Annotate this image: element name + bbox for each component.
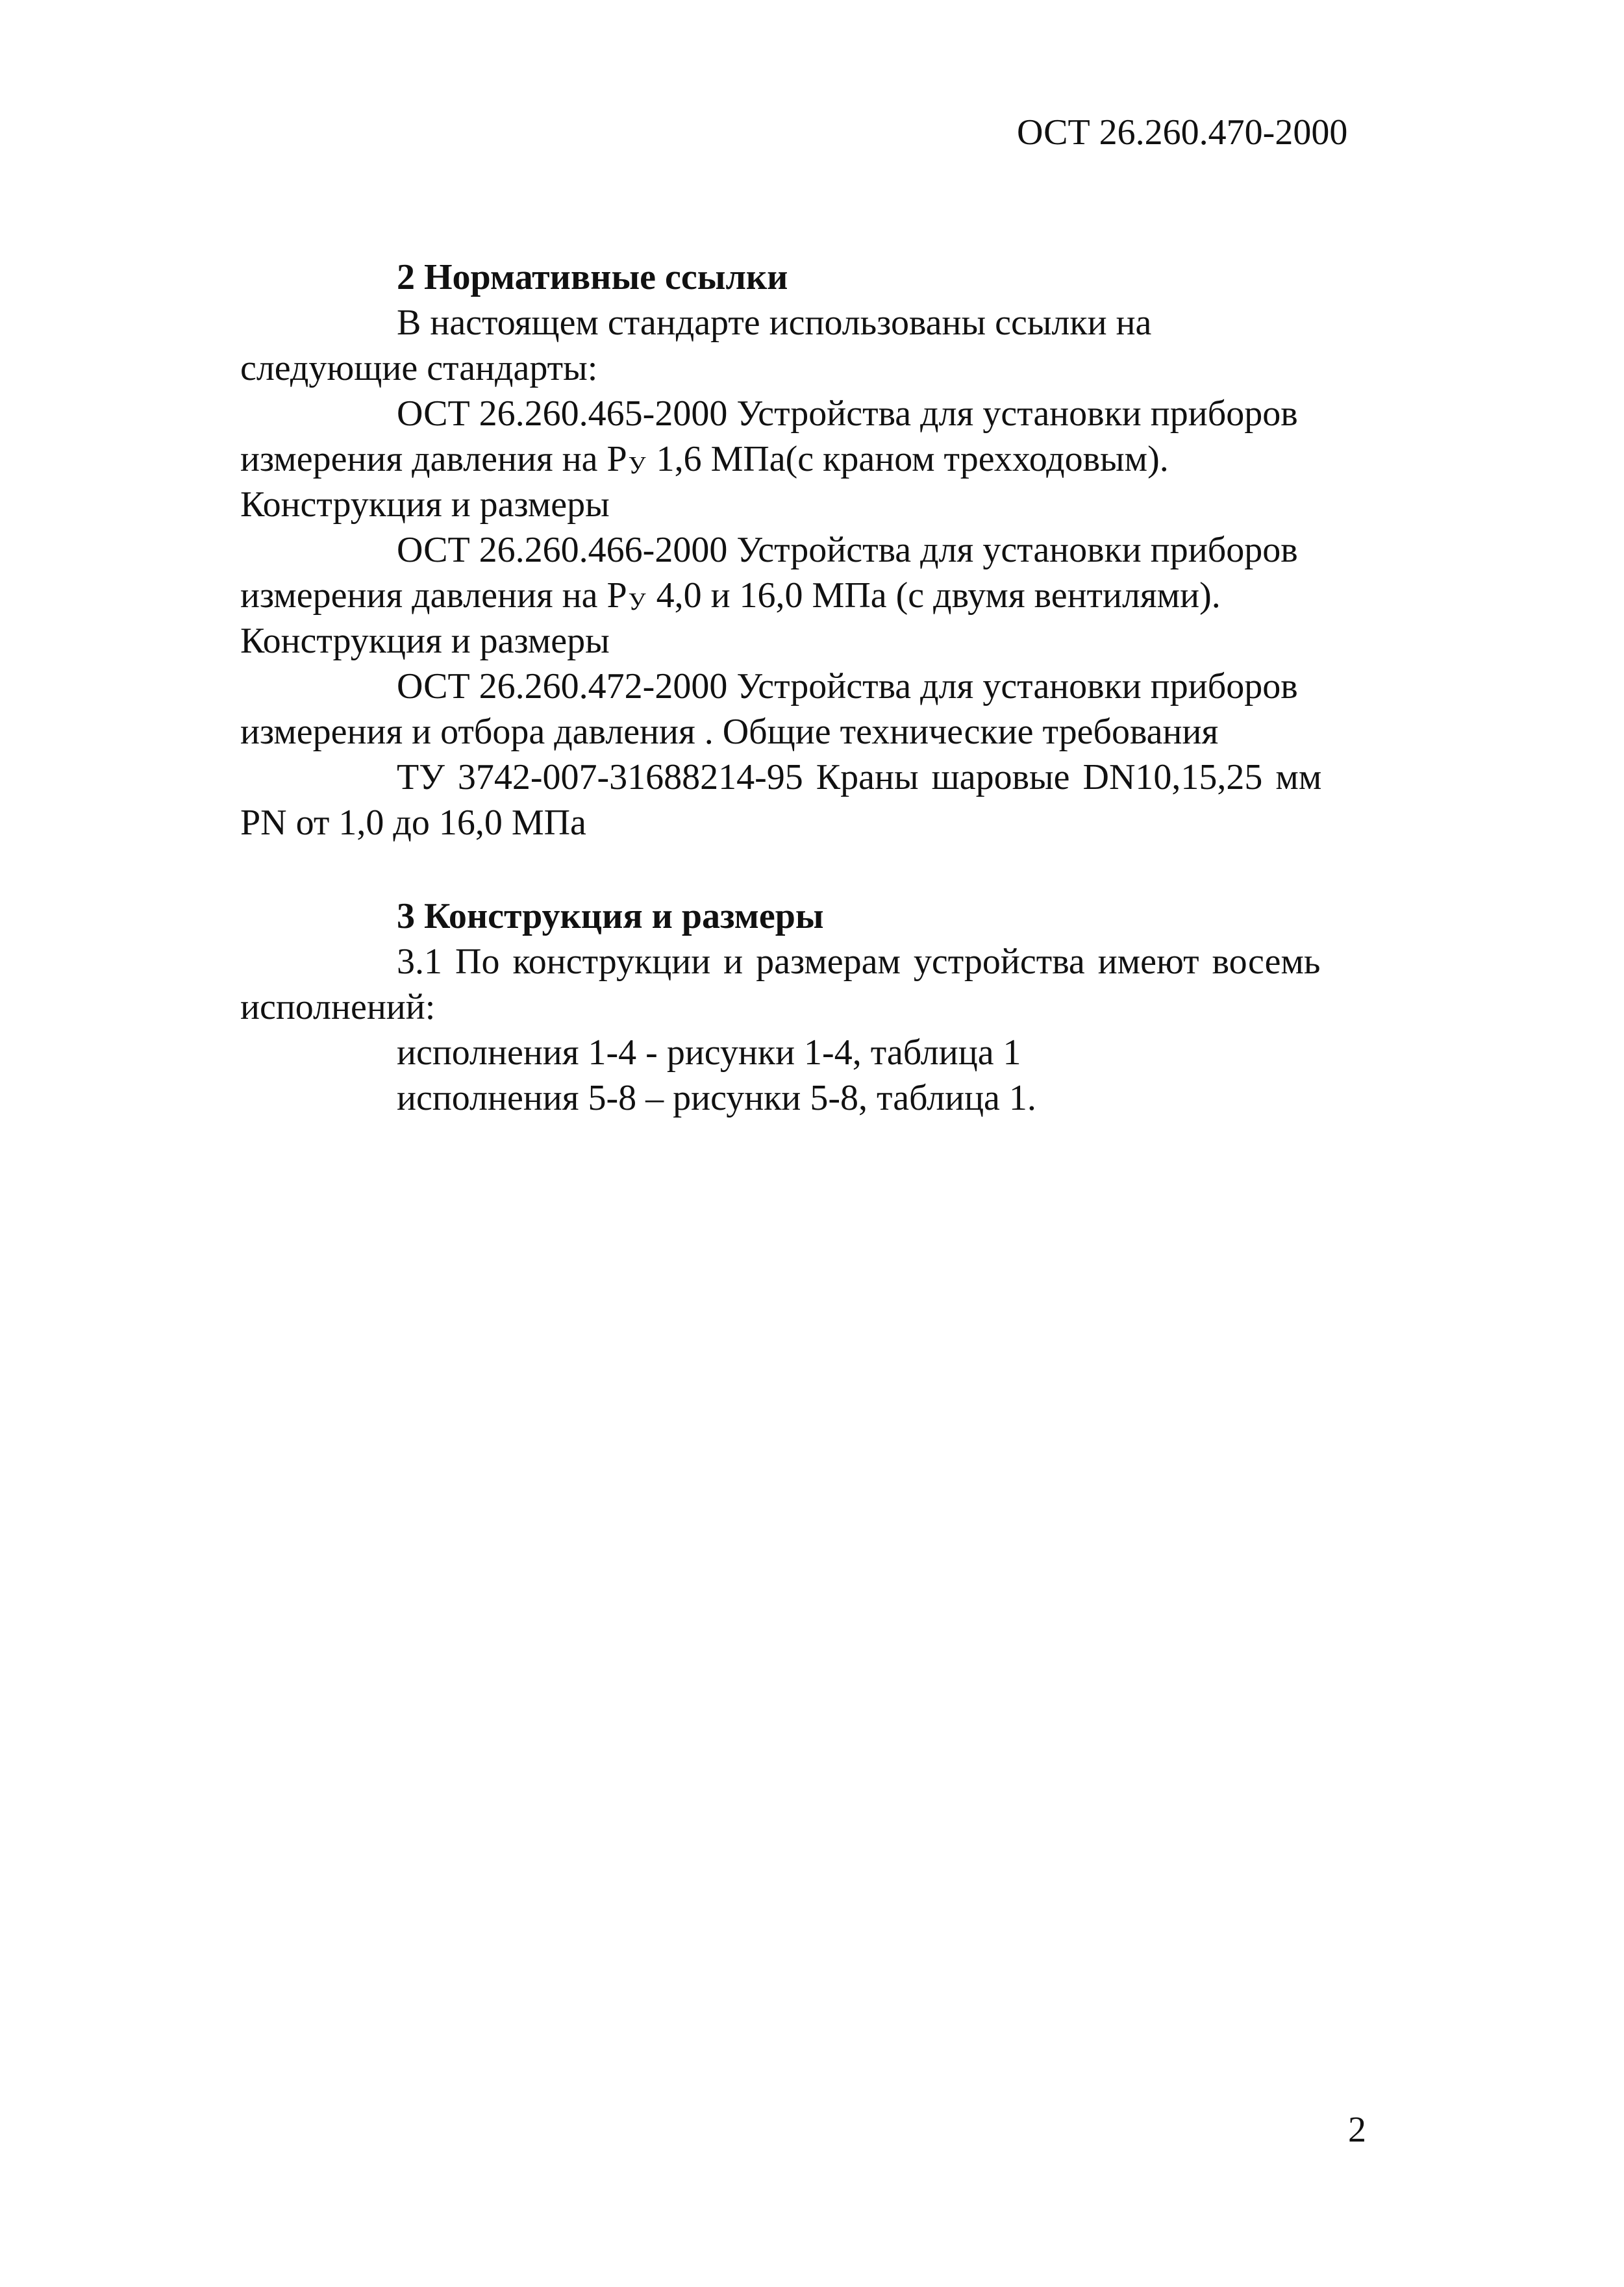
reference-2-line-2 [240,573,1383,618]
section-2-heading: 2 Нормативные ссылки [397,257,788,297]
reference-4-line-1: ТУ 3742-007-31688214-95 Краны шаровые DN10,15,25 мм [397,757,1322,797]
reference-3-line-1: ОСТ 26.260.472-2000 Устройства для установки приборов [397,666,1298,706]
section-3-item-1: исполнения 1-4 - рисунки 1-4, таблица 1 [397,1032,1021,1073]
reference-1-line-1: ОСТ 26.260.465-2000 Устройства для установки приборов [397,394,1298,434]
reference-1-line-2-after: 1,6 МПа(с краном трехходовым). [647,439,1169,479]
reference-1-line-2 [240,436,1383,482]
document-body [240,255,1383,1121]
reference-2-line-2-after: 4,0 и 16,0 МПа (с двумя вентилями). [647,575,1221,616]
reference-1-subscript: У [628,452,646,479]
section-3-heading: 3 Конструкция и размеры [397,896,824,936]
reference-2-line-2-before: измерения давления на P [240,575,627,616]
reference-2-line-3: Конструкция и размеры [240,621,610,661]
reference-2-subscript: У [628,588,646,616]
page-number: 2 [1348,2110,1366,2150]
reference-3-line-2: измерения и отбора давления . Общие технические требования [240,712,1219,752]
reference-1-line-2-before: измерения давления на P [240,439,627,479]
reference-1-line-3: Конструкция и размеры [240,484,610,525]
section-2-intro-line-1: В настоящем стандарте использованы ссылки на [397,303,1152,343]
section-3-item-2: исполнения 5-8 – рисунки 5-8, таблица 1. [397,1078,1036,1118]
document-code-header: ОСТ 26.260.470-2000 [1017,112,1348,153]
reference-2-line-1: ОСТ 26.260.466-2000 Устройства для установки приборов [397,530,1298,570]
reference-4-line-2: PN от 1,0 до 16,0 МПа [240,803,586,843]
section-2-intro-line-2: следующие стандарты: [240,348,598,388]
section-3-paragraph-line-2: исполнений: [240,987,436,1027]
section-3-paragraph-line-1: 3.1 По конструкции и размерам устройства имеют восемь [397,942,1321,982]
